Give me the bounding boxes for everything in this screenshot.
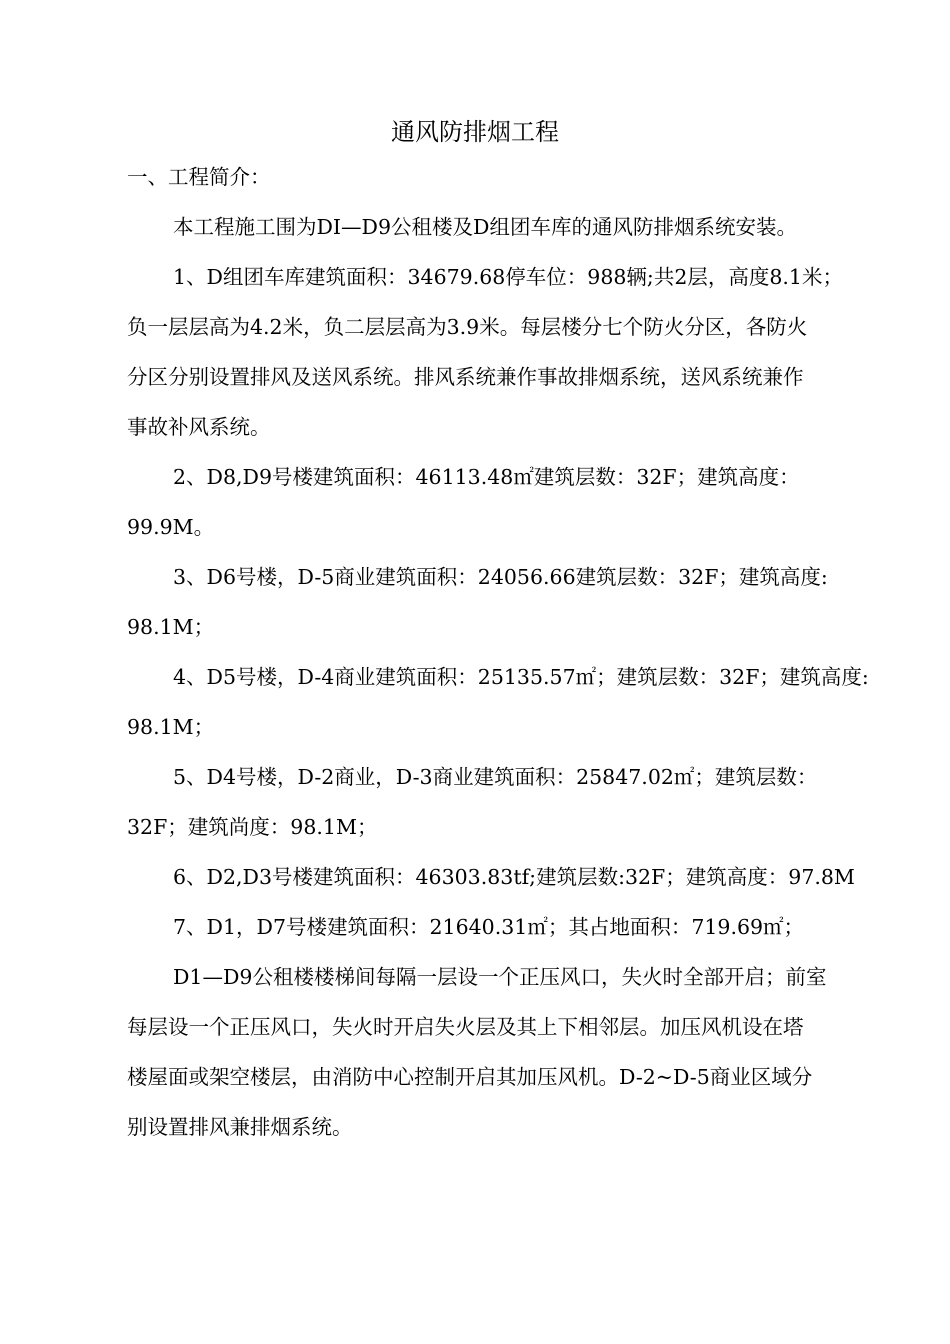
paragraph-line: 3、D6号楼，D-5商业建筑面积：24056.66建筑层数：32F；建筑高度: <box>173 565 828 589</box>
section-heading: 一、工程简介： <box>127 165 271 189</box>
paragraph-line: D1—D9公租楼楼梯间每隔一层设一个正压风口，失火时全部开启；前室 <box>173 965 827 989</box>
paragraph-line: 4、D5号楼，D-4商业建筑面积：25135.57㎡；建筑层数：32F；建筑高度: <box>173 665 869 689</box>
paragraph-line: 2、D8,D9号楼建筑面积：46113.48㎡建筑层数：32F；建筑高度： <box>173 465 800 489</box>
paragraph-line: 1、D组团车库建筑面积：34679.68停车位：988辆;共2层，高度8.1米； <box>173 265 843 289</box>
paragraph-line: 6、D2,D3号楼建筑面积：46303.83tf;建筑层数:32F；建筑高度：97.8M <box>173 865 855 889</box>
paragraph-line: 98.1M； <box>127 615 215 639</box>
paragraph-line: 7、D1，D7号楼建筑面积：21640.31㎡；其占地面积：719.69㎡； <box>173 915 805 939</box>
paragraph-line: 负一层层高为4.2米，负二层层高为3.9米。每层楼分七个防火分区，各防火 <box>127 315 808 339</box>
paragraph-line: 99.9M。 <box>127 515 215 539</box>
document-title: 通风防排烟工程 <box>391 118 559 146</box>
paragraph-line: 本工程施工围为DI—D9公租楼及D组团车库的通风防排烟系统安装。 <box>173 215 797 239</box>
paragraph-line: 32F；建筑尚度：98.1M； <box>127 815 378 839</box>
paragraph-line: 5、D4号楼，D-2商业，D-3商业建筑面积：25847.02㎡；建筑层数： <box>173 765 818 789</box>
paragraph-line: 楼屋面或架空楼层，由消防中心控制开启其加压风机。D-2~D-5商业区域分 <box>127 1065 813 1089</box>
paragraph-line: 每层设一个正压风口，失火时开启失火层及其上下相邻层。加压风机设在塔 <box>127 1015 804 1039</box>
paragraph-line: 分区分别设置排风及送风系统。排风系统兼作事故排烟系统，送风系统兼作 <box>127 365 804 389</box>
paragraph-line: 98.1M； <box>127 715 215 739</box>
paragraph-line: 别设置排风兼排烟系统。 <box>127 1115 353 1139</box>
paragraph-line: 事故补风系统。 <box>127 415 271 439</box>
